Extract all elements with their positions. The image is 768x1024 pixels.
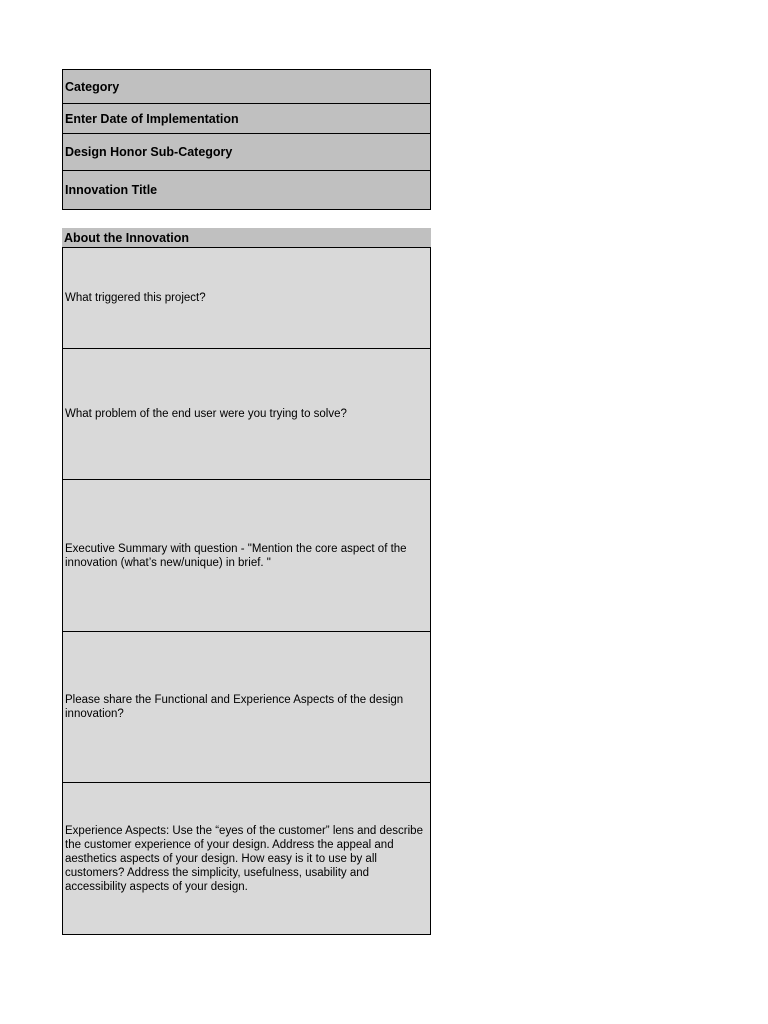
questions-table — [62, 247, 431, 935]
section-title: About the Innovation — [64, 230, 189, 245]
question-row-functional-aspects — [63, 632, 430, 783]
details-table — [62, 69, 431, 210]
category-label: Category — [65, 79, 120, 94]
category-row — [63, 70, 430, 104]
innovation-title-row — [63, 171, 430, 209]
question-row-trigger — [63, 248, 430, 349]
question-text: What problem of the end user were you trying to solve? — [65, 408, 347, 420]
question-text: Experience Aspects: Use the “eyes of the customer” lens and describe the customer experience of your design. Address the appeal and aesthetics aspects of your design. How easy is it to use by all customers? Address the simplicity, usefulness, usability and accessibility aspects of your design. — [65, 824, 423, 893]
question-text: Please share the Functional and Experience Aspects of the design innovation? — [65, 694, 404, 720]
question-row-experience-aspects — [63, 783, 430, 934]
section-header-about — [62, 228, 431, 247]
sub-category-label: Design Honor Sub-Category — [65, 145, 233, 159]
implementation-date-label: Enter Date of Implementation — [65, 111, 239, 126]
implementation-date-row — [63, 104, 430, 134]
innovation-title-label: Innovation Title — [65, 183, 158, 197]
question-row-problem — [63, 349, 430, 480]
question-row-executive-summary — [63, 480, 430, 632]
question-text: Executive Summary with question - "Mention the core aspect of the innovation (what’s new/unique) in brief. " — [65, 542, 407, 569]
question-text: What triggered this project? — [65, 292, 206, 304]
sub-category-row — [63, 134, 430, 171]
